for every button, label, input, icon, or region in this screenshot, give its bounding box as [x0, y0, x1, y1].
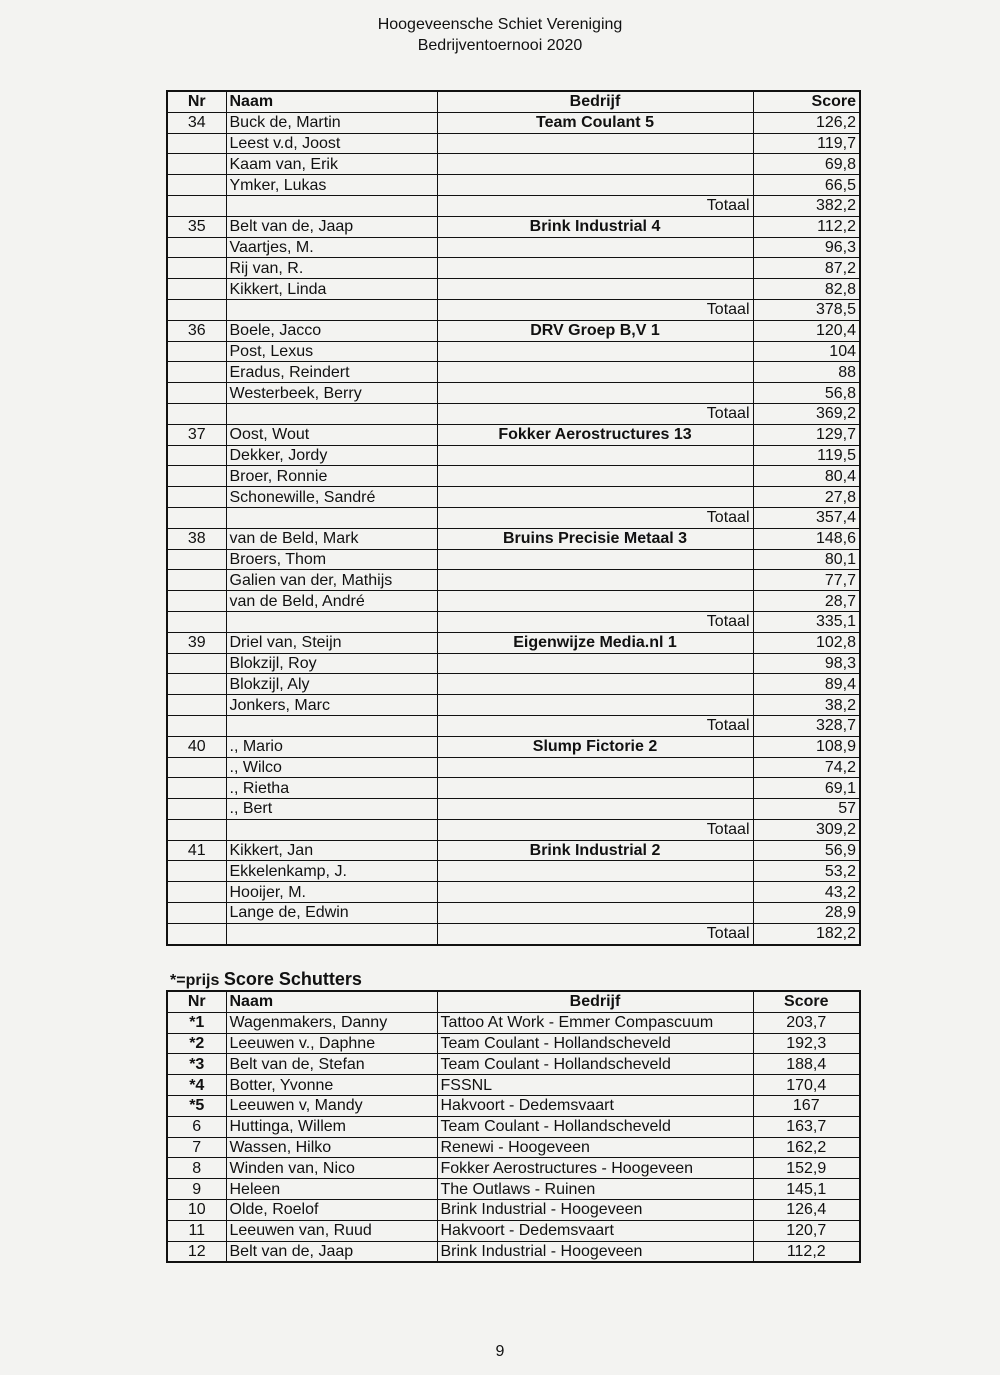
team-nr-cell: 34	[167, 112, 226, 133]
member-name-cell: Lange de, Edwin	[226, 903, 437, 924]
tournament-title: Bedrijventoernooi 2020	[417, 37, 583, 54]
total-label-cell: Totaal	[437, 819, 753, 840]
score-cell: 112,2	[753, 1241, 860, 1262]
col-header-score: Score	[753, 991, 860, 1012]
team-nr-cell	[167, 383, 226, 404]
company-cell	[437, 279, 753, 300]
team-nr-cell: 39	[167, 632, 226, 653]
company-cell	[437, 674, 753, 695]
table-row	[167, 653, 860, 674]
team-total-row	[167, 507, 860, 528]
empty-cell	[167, 507, 226, 528]
team-nr-cell	[167, 549, 226, 570]
company-cell	[437, 362, 753, 383]
team-nr-cell	[167, 778, 226, 799]
team-nr-cell	[167, 653, 226, 674]
company-cell	[437, 445, 753, 466]
shooter-name-cell: Olde, Roelof	[226, 1199, 437, 1220]
score-cell: 80,1	[753, 549, 860, 570]
score-cell: 66,5	[753, 175, 860, 196]
table-row	[167, 1179, 860, 1200]
page-header	[0, 14, 1000, 56]
member-name-cell: van de Beld, André	[226, 591, 437, 612]
table-row	[167, 1220, 860, 1241]
member-name-cell: Boele, Jacco	[226, 320, 437, 341]
team-nr-cell	[167, 279, 226, 300]
empty-cell	[226, 403, 437, 424]
company-cell	[437, 154, 753, 175]
table-row	[167, 882, 860, 903]
table-row	[167, 799, 860, 820]
member-name-cell: Eradus, Reindert	[226, 362, 437, 383]
table-row	[167, 674, 860, 695]
team-nr-cell	[167, 175, 226, 196]
table-row	[167, 320, 860, 341]
team-nr-cell	[167, 154, 226, 175]
score-cell: 170,4	[753, 1075, 860, 1096]
member-name-cell: ., Mario	[226, 736, 437, 757]
total-label-cell: Totaal	[437, 403, 753, 424]
empty-cell	[167, 611, 226, 632]
col-header-bedrijf: Bedrijf	[437, 991, 753, 1012]
total-score-cell: 309,2	[753, 819, 860, 840]
company-cell	[437, 695, 753, 716]
table-row	[167, 632, 860, 653]
member-name-cell: van de Beld, Mark	[226, 528, 437, 549]
company-cell: Tattoo At Work - Emmer Compascuum	[437, 1012, 753, 1033]
team-nr-cell	[167, 882, 226, 903]
team-nr-cell: 41	[167, 840, 226, 861]
rank-cell: *2	[167, 1033, 226, 1054]
team-total-row	[167, 923, 860, 944]
table-row	[167, 112, 860, 133]
score-cell: 98,3	[753, 653, 860, 674]
score-cell: 119,5	[753, 445, 860, 466]
rank-cell: *5	[167, 1095, 226, 1116]
empty-cell	[167, 715, 226, 736]
total-score-cell: 328,7	[753, 715, 860, 736]
member-name-cell: Rij van, R.	[226, 258, 437, 279]
team-nr-cell	[167, 466, 226, 487]
team-nr-cell	[167, 570, 226, 591]
score-cell: 38,2	[753, 695, 860, 716]
member-name-cell: Schonewille, Sandré	[226, 487, 437, 508]
table-row	[167, 736, 860, 757]
team-total-row	[167, 299, 860, 320]
shooter-name-cell: Huttinga, Willem	[226, 1116, 437, 1137]
member-name-cell: ., Wilco	[226, 757, 437, 778]
total-label-cell: Totaal	[437, 299, 753, 320]
total-label-cell: Totaal	[437, 923, 753, 944]
company-cell	[437, 570, 753, 591]
score-cell: 56,9	[753, 840, 860, 861]
col-header-nr: Nr	[167, 91, 226, 112]
company-cell: The Outlaws - Ruinen	[437, 1179, 753, 1200]
empty-cell	[167, 819, 226, 840]
table-header-row	[167, 991, 860, 1012]
score-cell: 87,2	[753, 258, 860, 279]
total-score-cell: 369,2	[753, 403, 860, 424]
team-nr-cell: 35	[167, 216, 226, 237]
company-cell	[437, 175, 753, 196]
member-name-cell: ., Bert	[226, 799, 437, 820]
score-cell: 89,4	[753, 674, 860, 695]
company-cell	[437, 861, 753, 882]
company-cell: Brink Industrial 2	[437, 840, 753, 861]
rank-cell: 8	[167, 1158, 226, 1179]
table-row	[167, 237, 860, 258]
col-header-bedrijf: Bedrijf	[437, 91, 753, 112]
member-name-cell: Kikkert, Linda	[226, 279, 437, 300]
rank-cell: *4	[167, 1075, 226, 1096]
col-header-score: Score	[753, 91, 860, 112]
score-cell: 28,7	[753, 591, 860, 612]
empty-cell	[167, 195, 226, 216]
member-name-cell: ., Rietha	[226, 778, 437, 799]
shooter-name-cell: Wassen, Hilko	[226, 1137, 437, 1158]
score-cell: 43,2	[753, 882, 860, 903]
company-cell: FSSNL	[437, 1075, 753, 1096]
member-name-cell: Galien van der, Mathijs	[226, 570, 437, 591]
score-cell: 129,7	[753, 424, 860, 445]
company-cell	[437, 653, 753, 674]
score-cell: 108,9	[753, 736, 860, 757]
shooter-name-cell: Leeuwen v., Daphne	[226, 1033, 437, 1054]
score-cell: 192,3	[753, 1033, 860, 1054]
score-cell: 74,2	[753, 757, 860, 778]
total-score-cell: 378,5	[753, 299, 860, 320]
score-cell: 112,2	[753, 216, 860, 237]
total-score-cell: 382,2	[753, 195, 860, 216]
member-name-cell: Blokzijl, Aly	[226, 674, 437, 695]
table-row	[167, 466, 860, 487]
member-name-cell: Buck de, Martin	[226, 112, 437, 133]
company-cell: DRV Groep B,V 1	[437, 320, 753, 341]
table-row	[167, 154, 860, 175]
table-row	[167, 258, 860, 279]
table-row	[167, 1095, 860, 1116]
table-row	[167, 1075, 860, 1096]
table-row	[167, 695, 860, 716]
company-cell	[437, 757, 753, 778]
total-label-cell: Totaal	[437, 507, 753, 528]
table-row	[167, 591, 860, 612]
member-name-cell: Vaartjes, M.	[226, 237, 437, 258]
rank-cell: *3	[167, 1054, 226, 1075]
table-row	[167, 778, 860, 799]
empty-cell	[226, 819, 437, 840]
table-row	[167, 424, 860, 445]
score-cell: 126,4	[753, 1199, 860, 1220]
company-cell: Brink Industrial 4	[437, 216, 753, 237]
empty-cell	[167, 403, 226, 424]
company-cell	[437, 341, 753, 362]
company-cell: Fokker Aerostructures - Hoogeveen	[437, 1158, 753, 1179]
shooter-section-title: Score Schutters	[223, 969, 362, 989]
company-cell	[437, 487, 753, 508]
score-cell: 88	[753, 362, 860, 383]
company-cell	[437, 882, 753, 903]
rank-cell: 6	[167, 1116, 226, 1137]
team-nr-cell	[167, 362, 226, 383]
company-cell: Brink Industrial - Hoogeveen	[437, 1241, 753, 1262]
club-name: Hoogeveensche Schiet Vereniging	[377, 16, 623, 33]
score-cell: 57	[753, 799, 860, 820]
table-row	[167, 757, 860, 778]
team-total-row	[167, 819, 860, 840]
shooter-name-cell: Belt van de, Jaap	[226, 1241, 437, 1262]
total-score-cell: 335,1	[753, 611, 860, 632]
table-row	[167, 861, 860, 882]
table-row	[167, 279, 860, 300]
table-row	[167, 528, 860, 549]
company-cell	[437, 466, 753, 487]
team-total-row	[167, 195, 860, 216]
score-cell: 188,4	[753, 1054, 860, 1075]
team-total-row	[167, 715, 860, 736]
team-nr-cell: 38	[167, 528, 226, 549]
company-cell: Hakvoort - Dedemsvaart	[437, 1095, 753, 1116]
member-name-cell: Post, Lexus	[226, 341, 437, 362]
team-nr-cell	[167, 258, 226, 279]
table-header-row	[167, 91, 860, 112]
col-header-naam: Naam	[226, 91, 437, 112]
member-name-cell: Ekkelenkamp, J.	[226, 861, 437, 882]
shooter-name-cell: Botter, Yvonne	[226, 1075, 437, 1096]
team-nr-cell: 40	[167, 736, 226, 757]
empty-cell	[226, 611, 437, 632]
team-nr-cell	[167, 903, 226, 924]
score-cell: 148,6	[753, 528, 860, 549]
team-total-row	[167, 611, 860, 632]
shooter-name-cell: Leeuwen van, Ruud	[226, 1220, 437, 1241]
shooter-name-cell: Heleen	[226, 1179, 437, 1200]
score-cell: 203,7	[753, 1012, 860, 1033]
table-row	[167, 341, 860, 362]
company-cell	[437, 258, 753, 279]
company-cell: Team Coulant - Hollandscheveld	[437, 1116, 753, 1137]
table-row	[167, 487, 860, 508]
company-cell	[437, 778, 753, 799]
member-name-cell: Oost, Wout	[226, 424, 437, 445]
table-row	[167, 1199, 860, 1220]
empty-cell	[226, 299, 437, 320]
shooter-scores-table	[166, 990, 861, 1263]
company-cell	[437, 237, 753, 258]
company-cell: Brink Industrial - Hoogeveen	[437, 1199, 753, 1220]
company-cell	[437, 591, 753, 612]
shooter-section-heading	[170, 969, 362, 990]
table-row	[167, 216, 860, 237]
score-cell: 102,8	[753, 632, 860, 653]
member-name-cell: Kikkert, Jan	[226, 840, 437, 861]
team-nr-cell: 37	[167, 424, 226, 445]
company-cell	[437, 549, 753, 570]
team-nr-cell	[167, 341, 226, 362]
company-cell: Hakvoort - Dedemsvaart	[437, 1220, 753, 1241]
empty-cell	[226, 195, 437, 216]
score-cell: 77,7	[753, 570, 860, 591]
score-cell: 120,4	[753, 320, 860, 341]
company-cell	[437, 799, 753, 820]
shooter-name-cell: Winden van, Nico	[226, 1158, 437, 1179]
score-cell: 53,2	[753, 861, 860, 882]
empty-cell	[167, 923, 226, 944]
table-row	[167, 362, 860, 383]
company-cell: Team Coulant - Hollandscheveld	[437, 1054, 753, 1075]
table-row	[167, 133, 860, 154]
team-nr-cell	[167, 591, 226, 612]
score-cell: 28,9	[753, 903, 860, 924]
page-number: 9	[495, 1343, 505, 1360]
rank-cell: *1	[167, 1012, 226, 1033]
table-row	[167, 1033, 860, 1054]
score-cell: 69,1	[753, 778, 860, 799]
score-cell: 27,8	[753, 487, 860, 508]
shooter-name-cell: Wagenmakers, Danny	[226, 1012, 437, 1033]
member-name-cell: Leest v.d, Joost	[226, 133, 437, 154]
total-label-cell: Totaal	[437, 715, 753, 736]
score-cell: 104	[753, 341, 860, 362]
total-score-cell: 357,4	[753, 507, 860, 528]
member-name-cell: Driel van, Steijn	[226, 632, 437, 653]
member-name-cell: Westerbeek, Berry	[226, 383, 437, 404]
table-row	[167, 549, 860, 570]
total-score-cell: 182,2	[753, 923, 860, 944]
member-name-cell: Hooijer, M.	[226, 882, 437, 903]
member-name-cell: Broer, Ronnie	[226, 466, 437, 487]
team-nr-cell	[167, 445, 226, 466]
team-total-row	[167, 403, 860, 424]
score-cell: 162,2	[753, 1137, 860, 1158]
table-row	[167, 903, 860, 924]
score-cell: 152,9	[753, 1158, 860, 1179]
score-cell: 163,7	[753, 1116, 860, 1137]
table-row	[167, 175, 860, 196]
empty-cell	[226, 507, 437, 528]
score-cell: 120,7	[753, 1220, 860, 1241]
company-cell: Fokker Aerostructures 13	[437, 424, 753, 445]
prize-note: *=prijs	[170, 972, 220, 989]
company-cell: Team Coulant - Hollandscheveld	[437, 1033, 753, 1054]
member-name-cell: Broers, Thom	[226, 549, 437, 570]
team-nr-cell	[167, 237, 226, 258]
table-row	[167, 1241, 860, 1262]
score-cell: 80,4	[753, 466, 860, 487]
company-cell	[437, 383, 753, 404]
rank-cell: 11	[167, 1220, 226, 1241]
team-nr-cell	[167, 674, 226, 695]
score-cell: 96,3	[753, 237, 860, 258]
rank-cell: 10	[167, 1199, 226, 1220]
company-cell: Eigenwijze Media.nl 1	[437, 632, 753, 653]
empty-cell	[226, 715, 437, 736]
score-cell: 119,7	[753, 133, 860, 154]
team-nr-cell	[167, 133, 226, 154]
company-cell	[437, 133, 753, 154]
empty-cell	[167, 299, 226, 320]
shooter-name-cell: Leeuwen v, Mandy	[226, 1095, 437, 1116]
rank-cell: 7	[167, 1137, 226, 1158]
table-row	[167, 1012, 860, 1033]
member-name-cell: Belt van de, Jaap	[226, 216, 437, 237]
company-cell: Renewi - Hoogeveen	[437, 1137, 753, 1158]
empty-cell	[226, 923, 437, 944]
member-name-cell: Kaam van, Erik	[226, 154, 437, 175]
member-name-cell: Ymker, Lukas	[226, 175, 437, 196]
member-name-cell: Blokzijl, Roy	[226, 653, 437, 674]
team-nr-cell	[167, 757, 226, 778]
shooter-name-cell: Belt van de, Stefan	[226, 1054, 437, 1075]
rank-cell: 9	[167, 1179, 226, 1200]
company-cell: Team Coulant 5	[437, 112, 753, 133]
team-nr-cell	[167, 487, 226, 508]
table-row	[167, 840, 860, 861]
company-cell: Bruins Precisie Metaal 3	[437, 528, 753, 549]
team-scores-table	[166, 90, 861, 946]
table-row	[167, 1158, 860, 1179]
table-row	[167, 445, 860, 466]
table-row	[167, 383, 860, 404]
table-row	[167, 570, 860, 591]
team-nr-cell	[167, 695, 226, 716]
company-cell	[437, 903, 753, 924]
team-nr-cell	[167, 799, 226, 820]
team-nr-cell	[167, 861, 226, 882]
total-label-cell: Totaal	[437, 195, 753, 216]
team-nr-cell: 36	[167, 320, 226, 341]
score-cell: 126,2	[753, 112, 860, 133]
score-cell: 82,8	[753, 279, 860, 300]
company-cell: Slump Fictorie 2	[437, 736, 753, 757]
col-header-naam: Naam	[226, 991, 437, 1012]
total-label-cell: Totaal	[437, 611, 753, 632]
rank-cell: 12	[167, 1241, 226, 1262]
member-name-cell: Dekker, Jordy	[226, 445, 437, 466]
score-cell: 167	[753, 1095, 860, 1116]
col-header-nr: Nr	[167, 991, 226, 1012]
member-name-cell: Jonkers, Marc	[226, 695, 437, 716]
table-row	[167, 1116, 860, 1137]
score-cell: 69,8	[753, 154, 860, 175]
table-row	[167, 1054, 860, 1075]
score-cell: 56,8	[753, 383, 860, 404]
table-row	[167, 1137, 860, 1158]
score-cell: 145,1	[753, 1179, 860, 1200]
